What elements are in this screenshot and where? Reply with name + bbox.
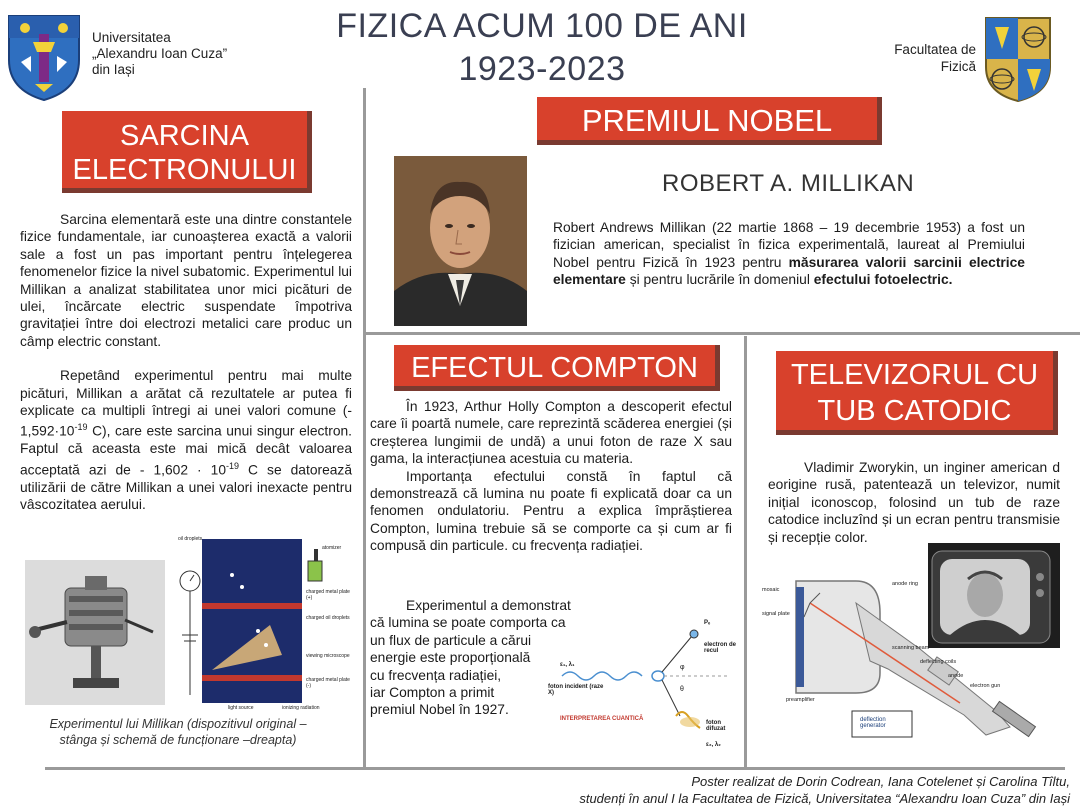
label-interpretare: INTERPRETAREA CUANTICĂ (560, 716, 644, 722)
compton-paragraph-2: Importanța efectului constă în faptul că demonstrează că lumina nu poate fi explicată doar ca un fenomen ondulatoriu. Pentru a explica împrăștierea Compton, lumina trebuie să se comporte ca și cum ar fi compusă din particule. cu frecvența radiației. (370, 468, 732, 554)
label-viewing-microscope: viewing microscope (306, 653, 350, 659)
university-crest (5, 12, 83, 102)
heading-televizor (776, 351, 1058, 435)
university-line-2: „Alexandru Ioan Cuza” (92, 46, 228, 61)
label-atomizer: atomizer (322, 545, 342, 551)
label-e1l1: ε₁, λ₁ (560, 662, 575, 668)
caption-line-2: stânga și schemă de funcționare –dreapta) (59, 733, 297, 747)
tv-text (768, 459, 1060, 546)
heading-nobel: PREMIUL NOBEL (537, 97, 882, 145)
divider-vertical-main (363, 88, 366, 768)
faculty-crest (983, 15, 1053, 103)
label-preamplifier: preamplifier (786, 697, 815, 703)
sarcina-paragraph-2 (20, 367, 352, 513)
compton-text (370, 398, 732, 555)
faculty-line-1: Facultatea de (894, 42, 976, 57)
compton-diagram (540, 612, 740, 758)
sarcina-para2-b: C), care este sarcina unui singur electron. Faptul că aceasta este mai mică decât valoarea acceptată azi de - 1,602 · 10 (20, 424, 352, 478)
label-ionizing-radiation: ionizing radiation (282, 705, 320, 711)
label-scanning-beam: scanning beam (892, 645, 930, 651)
label-e2l2: ε₂, λ₂ (706, 742, 721, 748)
divider-horizontal-bottom (45, 767, 1065, 770)
millikan-portrait (394, 156, 527, 326)
title-line-2: 1923-2023 (458, 50, 626, 88)
label-charged-plate-negative: charged metal plate (-) (306, 677, 350, 689)
compton-p3-line-1: Experimentul a demonstrat (406, 598, 571, 613)
label-anode: anode (948, 673, 964, 679)
tv-paragraph: Vladimir Zworykin, un inginer american d eorigine rusă, patentează un televizor, numit inițial iconoscop, folosind un tub de raze catodice incluzînd și un ecran pentru transmisie și recepție color. (768, 460, 1060, 545)
divider-horizontal-middle (363, 332, 1080, 335)
nobel-text-b: și pentru lucrările în domeniul (625, 272, 814, 288)
label-deflecting-coils: deflecting coils (920, 659, 957, 665)
heading-compton: EFECTUL COMPTON (394, 345, 720, 391)
sarcina-exponent-2: -19 (226, 460, 240, 471)
faculty-name (866, 41, 976, 75)
label-theta: θ (680, 686, 684, 693)
compton-p3-line-4: energie este proporțională (370, 650, 531, 666)
divider-vertical-right (744, 336, 747, 768)
label-electron-gun: electron gun (970, 683, 1001, 689)
sarcina-paragraph-1: Sarcina elementară este una dintre constantele fizice fundamentale, iar cunoașterea exactă a valorii sale a fost un pas important pentru înțelegerea fenomenelor fizice la nivel subatomic. Experimentul lui Millikan a analizat stabilitatea unor mici picături de ulei, încărcate electric suspendate împotriva gravitației între doi electrozi metalici care produc un câmp electric constant. (20, 212, 352, 349)
compton-p3-line-5: cu frecvența radiației, (370, 667, 502, 683)
title-line-1: FIZICA ACUM 100 DE ANI (336, 7, 748, 45)
compton-paragraph-1: În 1923, Arthur Holly Compton a descoperit efectul care îi poartă numele, care reprezintă scăderea energiei (și creșterea lungimii de undă) a unui foton de raze X sau gama, la interacțiunea acestuia cu materia. (370, 399, 732, 467)
poster-credits (470, 773, 1070, 807)
university-line-1: Universitatea (92, 30, 171, 45)
label-foton-difuzat: foton difuzat (706, 720, 726, 732)
millikan-name: ROBERT A. MILLIKAN (662, 170, 915, 197)
millikan-apparatus-photo (25, 560, 165, 705)
sarcina-exponent-1: -19 (74, 422, 88, 433)
heading-sarcina-line-1: SARCINA (120, 120, 249, 152)
sarcina-para2-c: C se datorează utilizării de către Millikan a unei valori inexacte pentru vâscozitatea aerului. (20, 462, 352, 513)
label-pe: Pₑ (704, 620, 711, 626)
heading-tv-line-2: TUB CATODIC (817, 395, 1012, 427)
label-light-source: light source (228, 705, 254, 711)
label-phi: φ (680, 664, 685, 671)
crt-diagram (760, 573, 1070, 743)
label-foton-incident: foton incident (raze X) (548, 684, 604, 696)
nobel-text-bold-2: efectului fotoelectric. (813, 272, 953, 288)
compton-p3-line-2: că lumina se poate comporta ca (370, 615, 566, 631)
label-oil-droplets: oil droplets (178, 536, 203, 542)
sarcina-text (20, 211, 352, 514)
credits-line-2: studenți în anul I la Facultatea de Fizică, Universitatea “Alexandru Ioan Cuza” din Iași (579, 791, 1070, 806)
university-name (92, 30, 227, 78)
heading-tv-line-1: TELEVIZORUL CU (790, 359, 1039, 391)
credits-line-1: Poster realizat de Dorin Codrean, Iana Cotelenet și Carolina Tîltu, (691, 774, 1070, 789)
poster-title (292, 5, 792, 91)
heading-sarcina-line-2: ELECTRONULUI (72, 154, 297, 186)
millikan-caption (18, 716, 338, 748)
millikan-schematic (172, 535, 352, 713)
nobel-text-bold-1: măsurarea valorii sarcinii electrice elementare (553, 254, 1025, 288)
sarcina-para2-a: Repetând experimentul pentru mai multe picături, Millikan a arătat că rezultatele ar putea fi explicate ca multipli întregi ai unei valori comune (- 1,592·10 (20, 368, 352, 440)
heading-sarcina (62, 111, 312, 193)
label-signal-plate: signal plate (762, 611, 790, 617)
label-charged-plate-positive: charged metal plate (+) (306, 589, 350, 601)
label-deflection-generator: deflection generator (860, 717, 886, 729)
faculty-line-2: Fizică (940, 59, 976, 74)
compton-p3-line-6: iar Compton a primit (370, 685, 495, 701)
nobel-text-a: Robert Andrews Millikan (22 martie 1868 – 19 decembrie 1953) a fost un fizician american, specialist în fizica experimentală, laureat al Premiului Nobel pentru Fizică în 1923 pentru (553, 220, 1025, 270)
nobel-text (553, 219, 1025, 289)
caption-line-1: Experimentul lui Millikan (dispozitivul original – (49, 717, 307, 731)
university-line-3: din Iași (92, 62, 135, 77)
label-electron-recul: electron de recul (704, 642, 737, 654)
compton-p3-line-3: un flux de particule a cărui (370, 632, 532, 648)
label-charged-oil: charged oil droplets (306, 615, 350, 621)
label-anode-ring: anode ring (892, 581, 918, 587)
compton-p3-line-7: premiul Nobel în 1927. (370, 702, 509, 718)
label-mosaic: mosaic (762, 587, 780, 593)
